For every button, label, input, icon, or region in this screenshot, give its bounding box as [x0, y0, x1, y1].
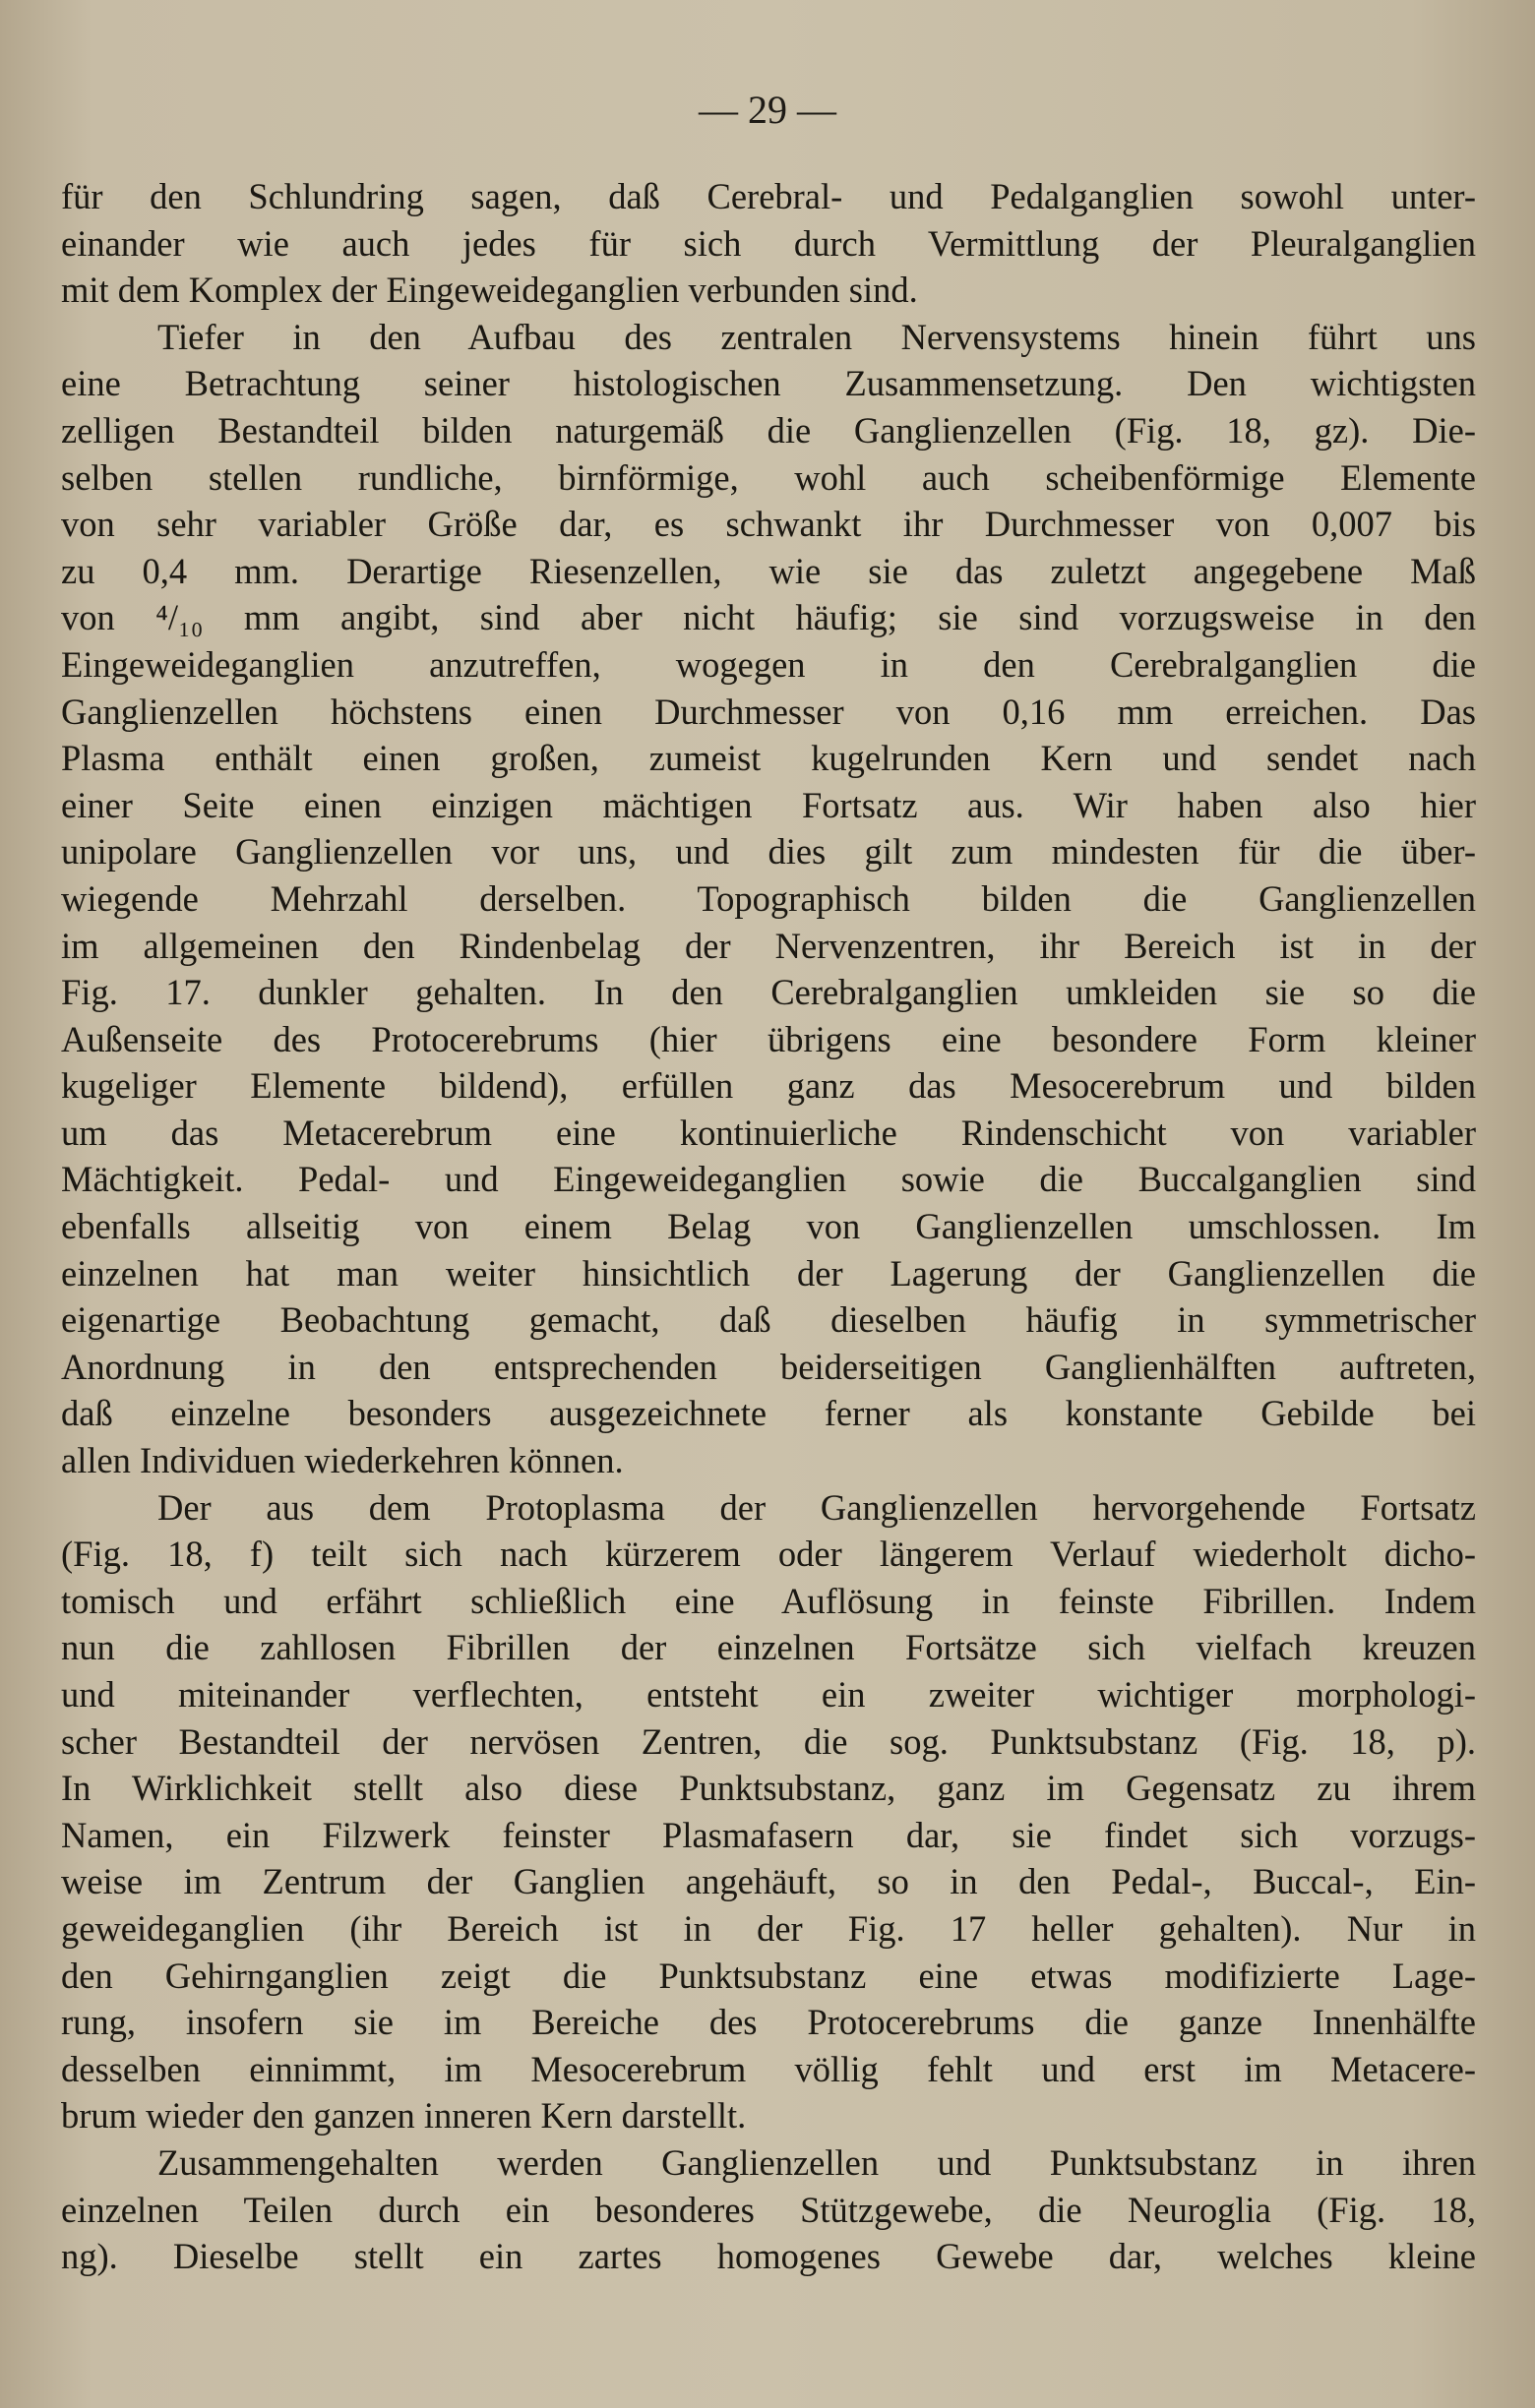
- text-line: einander wie auch jedes für sich durch Vermittlung der Pleuralganglien: [61, 222, 1476, 264]
- text-line: Eingeweideganglien anzutreffen, wogegen in den Cerebralganglien die: [61, 643, 1476, 685]
- text-line: Anordnung in den entsprechenden beiderseitigen Ganglienhälften auftreten,: [61, 1346, 1476, 1387]
- text-line: In Wirklichkeit stellt also diese Punktsubstanz, ganz im Gegensatz zu ihrem: [61, 1768, 1476, 1809]
- text-line: unipolare Ganglienzellen vor uns, und dies gilt zum mindesten für die über-: [61, 831, 1476, 873]
- text-line: zelligen Bestandteil bilden naturgemäß die Ganglienzellen (Fig. 18, gz). Die-: [61, 409, 1476, 451]
- text-line: Plasma enthält einen großen, zumeist kugelrunden Kern und sendet nach: [61, 738, 1476, 779]
- text-line: geweideganglien (ihr Bereich ist in der Fig. 17 heller gehalten). Nur in: [61, 1907, 1476, 1949]
- text-line: einzelnen Teilen durch ein besonderes Stützgewebe, die Neuroglia (Fig. 18,: [61, 2189, 1476, 2230]
- text-line: Der aus dem Protoplasma der Ganglienzellen hervorgehende Fortsatz: [157, 1486, 1476, 1528]
- text-line: im allgemeinen den Rindenbelag der Nervenzentren, ihr Bereich ist in der: [61, 925, 1476, 966]
- text-line: von ⁴/₁₀ mm angibt, sind aber nicht häufig; sie sind vorzugsweise in den: [61, 597, 1476, 638]
- page-number: — 29 —: [699, 88, 836, 132]
- text-line: tomisch und erfährt schließlich eine Auflösung in feinste Fibrillen. Indem: [61, 1580, 1476, 1621]
- text-line: (Fig. 18, f) teilt sich nach kürzerem oder längerem Verlauf wiederholt dicho-: [61, 1534, 1476, 1575]
- text-line: für den Schlundring sagen, daß Cerebral- und Pedalganglien sowohl unter-: [61, 176, 1476, 216]
- text-line: Ganglienzellen höchstens einen Durchmesser von 0,16 mm erreichen. Das: [61, 691, 1476, 732]
- text-line: Namen, ein Filzwerk feinster Plasmafasern dar, sie findet sich vorzugs-: [61, 1814, 1476, 1855]
- text-line: Mächtigkeit. Pedal- und Eingeweideganglien sowie die Buccalganglien sind: [61, 1159, 1476, 1200]
- text-line: kugeliger Elemente bildend), erfüllen ganz das Mesocerebrum und bilden: [61, 1065, 1476, 1107]
- text-line: brum wieder den ganzen inneren Kern darstellt.: [61, 2095, 747, 2137]
- text-line: scher Bestandteil der nervösen Zentren, die sog. Punktsubstanz (Fig. 18, p).: [61, 1720, 1476, 1762]
- text-line: wiegende Mehrzahl derselben. Topographisch bilden die Ganglienzellen: [61, 877, 1476, 919]
- text-line: eine Betrachtung seiner histologischen Zusammensetzung. Den wichtigsten: [61, 363, 1476, 404]
- text-line: um das Metacerebrum eine kontinuierliche Rindenschicht von variabler: [61, 1112, 1476, 1153]
- text-line: mit dem Komplex der Eingeweideganglien verbunden sind.: [61, 270, 918, 311]
- text-line: Tiefer in den Aufbau des zentralen Nervensystems hinein führt uns: [157, 316, 1476, 357]
- text-line: Außenseite des Protocerebrums (hier übrigens eine besondere Form kleiner: [61, 1018, 1476, 1059]
- text-line: eigenartige Beobachtung gemacht, daß dieselben häufig in symmetrischer: [61, 1299, 1476, 1341]
- text-line: daß einzelne besonders ausgezeichnete ferner als konstante Gebilde bei: [61, 1393, 1476, 1434]
- text-line: nun die zahllosen Fibrillen der einzelnen Fortsätze sich vielfach kreuzen: [61, 1627, 1476, 1668]
- text-line: zu 0,4 mm. Derartige Riesenzellen, wie sie das zuletzt angegebene Maß: [61, 550, 1476, 591]
- text-line: Fig. 17. dunkler gehalten. In den Cerebralganglien umkleiden sie so die: [61, 972, 1476, 1013]
- text-line: selben stellen rundliche, birnförmige, wohl auch scheibenförmige Elemente: [61, 456, 1476, 498]
- text-line: den Gehirnganglien zeigt die Punktsubstanz eine etwas modifizierte Lage-: [61, 1955, 1476, 1996]
- text-line: und miteinander verflechten, entsteht ein zweiter wichtiger morphologi-: [61, 1674, 1476, 1715]
- text-line: desselben einnimmt, im Mesocerebrum völlig fehlt und erst im Metacere-: [61, 2048, 1476, 2089]
- text-line: von sehr variabler Größe dar, es schwankt ihr Durchmesser von 0,007 bis: [61, 504, 1476, 545]
- text-line: allen Individuen wiederkehren können.: [61, 1440, 624, 1481]
- text-line: rung, insofern sie im Bereiche des Protocerebrums die ganze Innenhälfte: [61, 2002, 1476, 2043]
- text-line: einzelnen hat man weiter hinsichtlich der Lagerung der Ganglienzellen die: [61, 1252, 1476, 1294]
- text-line: Zusammengehalten werden Ganglienzellen und Punktsubstanz in ihren: [157, 2141, 1476, 2183]
- text-line: ng). Dieselbe stellt ein zartes homogenes Gewebe dar, welches kleine: [61, 2236, 1476, 2277]
- text-line: weise im Zentrum der Ganglien angehäuft, so in den Pedal-, Buccal-, Ein-: [61, 1861, 1476, 1902]
- text-line: einer Seite einen einzigen mächtigen Fortsatz aus. Wir haben also hier: [61, 784, 1476, 825]
- body-text: [61, 173, 1476, 2280]
- text-line: ebenfalls allseitig von einem Belag von Ganglienzellen umschlossen. Im: [61, 1206, 1476, 1247]
